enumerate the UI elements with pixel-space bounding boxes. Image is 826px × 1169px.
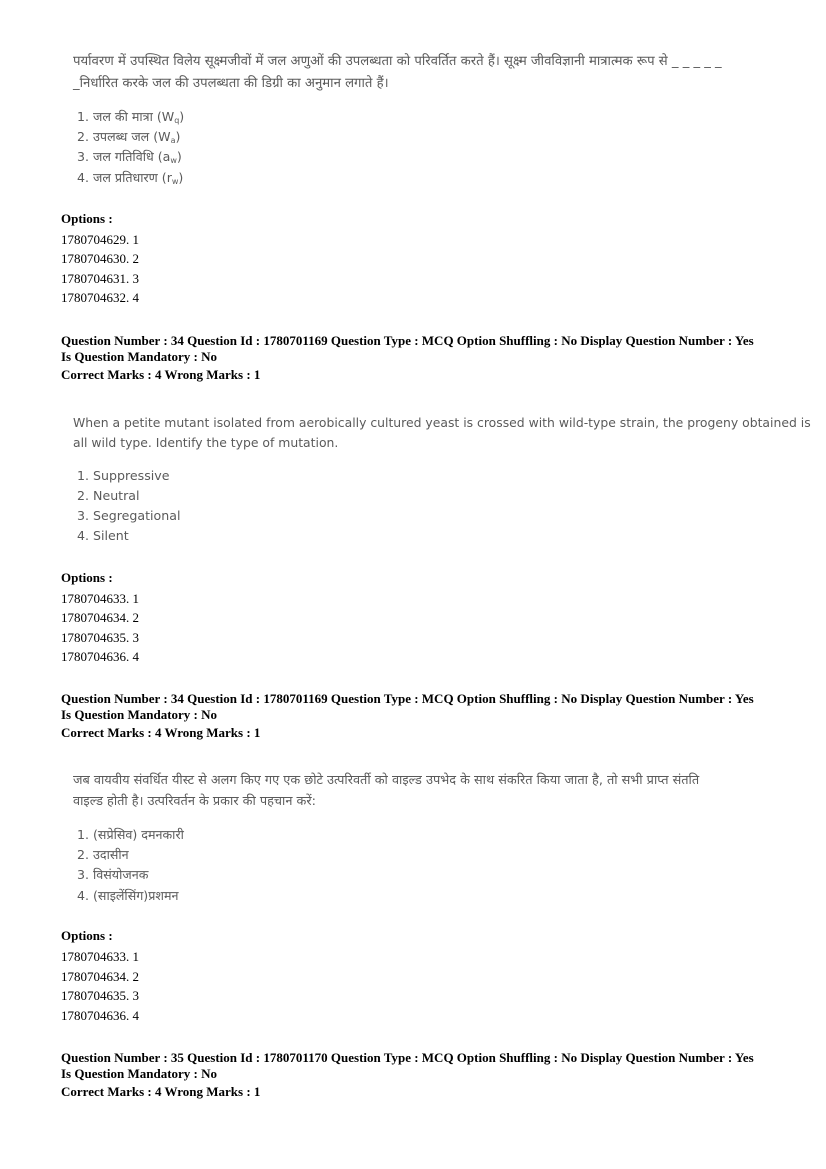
option-id: 1780704635. 3 (61, 630, 139, 645)
options-label: Options : (61, 570, 113, 585)
question-marks-line: Correct Marks : 4 Wrong Marks : 1 (61, 725, 261, 740)
question-marks-line: Correct Marks : 4 Wrong Marks : 1 (61, 1084, 261, 1099)
choice-item: 1. जल की मात्रा $(W_q)$ (77, 109, 185, 125)
question-text-line: पर्यावरण में उपस्थित विलेय सूक्ष्मजीवों में जल अणुओं की उपलब्धता को परिवर्तित करते हैं। सूक्ष्म जीवविज्ञानी मात्रात्मक रूप से _ _ _ _ _ (73, 54, 722, 69)
choice-item: 1. Suppressive (77, 468, 170, 483)
option-id: 1780704631. 3 (61, 271, 139, 286)
option-id: 1780704633. 1 (61, 949, 139, 964)
question-text-line: वाइल्ड होती है। उत्परिवर्तन के प्रकार की पहचान करें: (73, 794, 316, 809)
option-id: 1780704635. 3 (61, 988, 139, 1003)
question-marks-line: Correct Marks : 4 Wrong Marks : 1 (61, 367, 261, 382)
question-meta-line: Question Number : 34 Question Id : 1780701169 Question Type : MCQ Option Shuffling : No Display Question Number : Yes (61, 691, 754, 706)
choice-item: 2. उपलब्ध जल $(W_a)$ (77, 129, 181, 145)
option-id: 1780704633. 1 (61, 591, 139, 606)
option-id: 1780704629. 1 (61, 232, 139, 247)
choice-item: 4. (साइलेंसिंग)प्रशमन (77, 888, 179, 903)
question-text-line: _निर्धारित करके जल की उपलब्धता की डिग्री का अनुमान लगाते हैं। (73, 76, 389, 91)
options-label: Options : (61, 928, 113, 943)
question-meta-line: Is Question Mandatory : No (61, 707, 218, 722)
question-meta (61, 333, 754, 383)
options-label: Options : (61, 211, 113, 226)
choice-item: 2. उदासीन (77, 847, 129, 862)
question-text-line: When a petite mutant isolated from aerobically cultured yeast is crossed with wild-type strain, the progeny obtained is (73, 415, 811, 430)
option-id: 1780704632. 4 (61, 290, 139, 305)
question-meta-line: Question Number : 35 Question Id : 1780701170 Question Type : MCQ Option Shuffling : No Display Question Number : Yes (61, 1050, 754, 1065)
question-text-line: all wild type. Identify the type of mutation. (73, 435, 339, 450)
choice-item: 4. जल प्रतिधारण $(r_w)$ (77, 170, 184, 186)
question-meta-line: Is Question Mandatory : No (61, 1066, 218, 1081)
choice-item: 3. जल गतिविधि $(a_w)$ (77, 149, 182, 165)
question-meta-line: Question Number : 34 Question Id : 1780701169 Question Type : MCQ Option Shuffling : No Display Question Number : Yes (61, 333, 754, 348)
option-id: 1780704636. 4 (61, 649, 139, 664)
question-meta-line: Is Question Mandatory : No (61, 349, 218, 364)
question-text-line: जब वायवीय संवर्धित यीस्ट से अलग किए गए एक छोटे उत्परिवर्ती को वाइल्ड उपभेद के साथ संकरित किया जाता है, तो सभी प्राप्त संतति (73, 773, 700, 788)
option-id: 1780704634. 2 (61, 969, 139, 984)
question-meta (61, 1050, 754, 1100)
question-meta (61, 691, 754, 741)
option-id: 1780704636. 4 (61, 1008, 139, 1023)
choice-item: 3. Segregational (77, 508, 181, 523)
choice-item: 1. (सप्रेसिव) दमनकारी (77, 827, 184, 842)
choice-item: 4. Silent (77, 528, 129, 543)
choice-item: 3. विसंयोजनक (77, 867, 149, 882)
option-id: 1780704630. 2 (61, 251, 139, 266)
option-id: 1780704634. 2 (61, 610, 139, 625)
choice-item: 2. Neutral (77, 488, 140, 503)
